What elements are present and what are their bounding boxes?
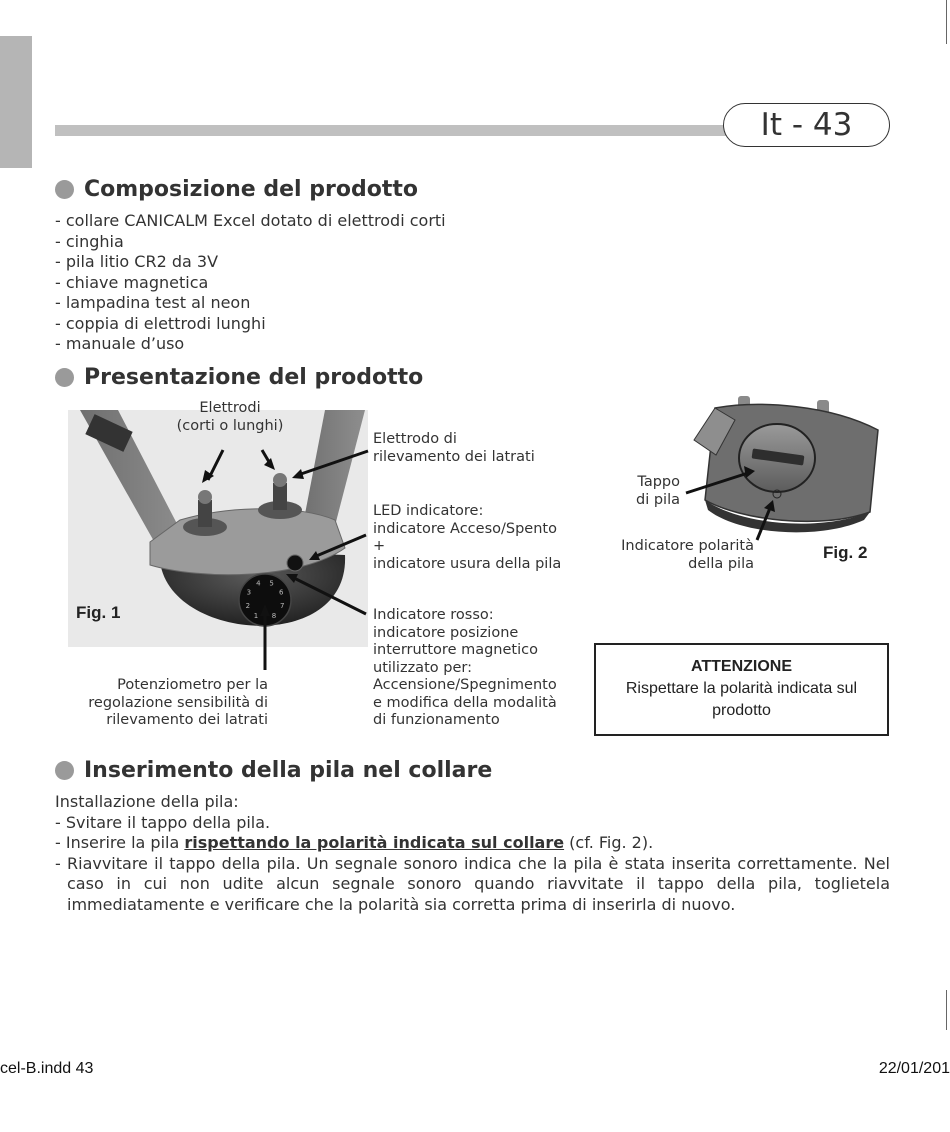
led-indicator-icon [287,555,303,571]
label-line: di funzionamento [373,712,500,728]
electrode-right [273,483,287,510]
label-line: LED indicatore: [373,503,484,519]
label-line: Tappo [637,474,680,490]
dial-number: 3 [246,588,252,597]
section-title: Presentazione del prodotto [84,365,424,390]
fig1-label: Fig. 1 [76,603,121,622]
dial-number: 1 [253,612,259,621]
instruction-step: - Riavvitare il tappo della pila. Un segnale sonoro indica che la pila è stata inserita correttamente. Nel caso in cui non udite alcun segnale sonoro quando riavvitate il tappo della pila, toglietela immediatamente e verificare che la polarità sia corretta prima di inserirla di nuovo. [55,853,890,914]
label-line: + [373,538,386,554]
label-line: Indicatore polarità [621,538,754,554]
list-item: - coppia di elettrodi lunghi [55,313,266,333]
electrode-left [198,500,212,527]
section-title: Inserimento della pila nel collare [84,758,493,783]
label-line: Elettrodo di [373,431,457,447]
label-line: rilevamento dei latrati [373,448,535,465]
label-line: della pila [688,555,754,572]
label-line: (corti o lunghi) [176,417,284,434]
electrode-tip-right [273,473,287,487]
dial-number: 7 [279,601,285,610]
list-item: - chiave magnetica [55,272,209,292]
list-item: - manuale d’uso [55,334,185,353]
electrode-tip-left [198,490,212,504]
label-line: Elettrodi [199,400,261,416]
label-polarity [590,538,754,573]
list-item: - pila litio CR2 da 3V [55,252,219,271]
label-line: Potenziometro per la [117,677,268,693]
footer-date: 22/01/201 [878,1060,950,1077]
label-line: Indicatore rosso: [373,607,494,623]
dial-number: 6 [278,588,284,597]
label-electrodes [130,400,330,435]
label-line: indicatore usura della pila [373,555,562,572]
label-red-indicator [373,607,557,730]
step-text: - Inserire la pila [55,833,185,852]
section-title: Composizione del prodotto [84,177,418,202]
crop-mark [946,990,947,1030]
step-emphasis: rispettando la polarità indicata sul collare [184,833,565,852]
dial-number: 8 [271,612,277,621]
dial-number: 4 [256,579,261,588]
label-led-indicator [373,503,561,573]
instruction-step [55,833,890,854]
fig2-battery-illustration [694,396,878,532]
list-item: - lampadina test al neon [55,293,251,312]
list-item: - collare CANICALM Excel dotato di elettrodi corti [55,211,446,230]
battery-instructions [55,792,890,915]
label-line: interruttore magnetico [373,642,538,658]
label-line: rilevamento dei latrati [106,712,268,728]
heading-bullet-icon [55,761,74,780]
label-battery-cap [600,474,680,509]
fig2-label: Fig. 2 [823,543,868,562]
instruction-step: - Svitare il tappo della pila. [55,812,271,832]
dial-number: 5 [269,579,274,588]
instructions-intro: Installazione della pila: [55,792,239,811]
warning-title: ATTENZIONE [690,658,793,675]
label-line: e modifica della modalità [373,694,557,711]
footer-file-info: cel-B.indd 43 [0,1060,94,1077]
warning-text: Rispettare la polarità indicata sul prodotto [625,680,858,719]
warning-box [594,643,889,736]
label-line: Accensione/Spegnimento [373,677,557,693]
label-line: di pila [636,491,680,508]
label-potentiometer [60,677,268,730]
page-number: It - 43 [723,103,890,147]
dial-number: 2 [245,601,251,610]
label-bark-sensor [373,431,535,466]
list-item: - cinghia [55,231,124,251]
label-line: regolazione sensibilità di [88,694,268,711]
label-line: utilizzato per: [373,659,472,676]
section-battery-heading [55,758,492,783]
label-line: indicatore Acceso/Spento [373,520,557,537]
step-text: (cf. Fig. 2). [564,833,654,852]
label-line: indicatore posizione [373,624,519,641]
